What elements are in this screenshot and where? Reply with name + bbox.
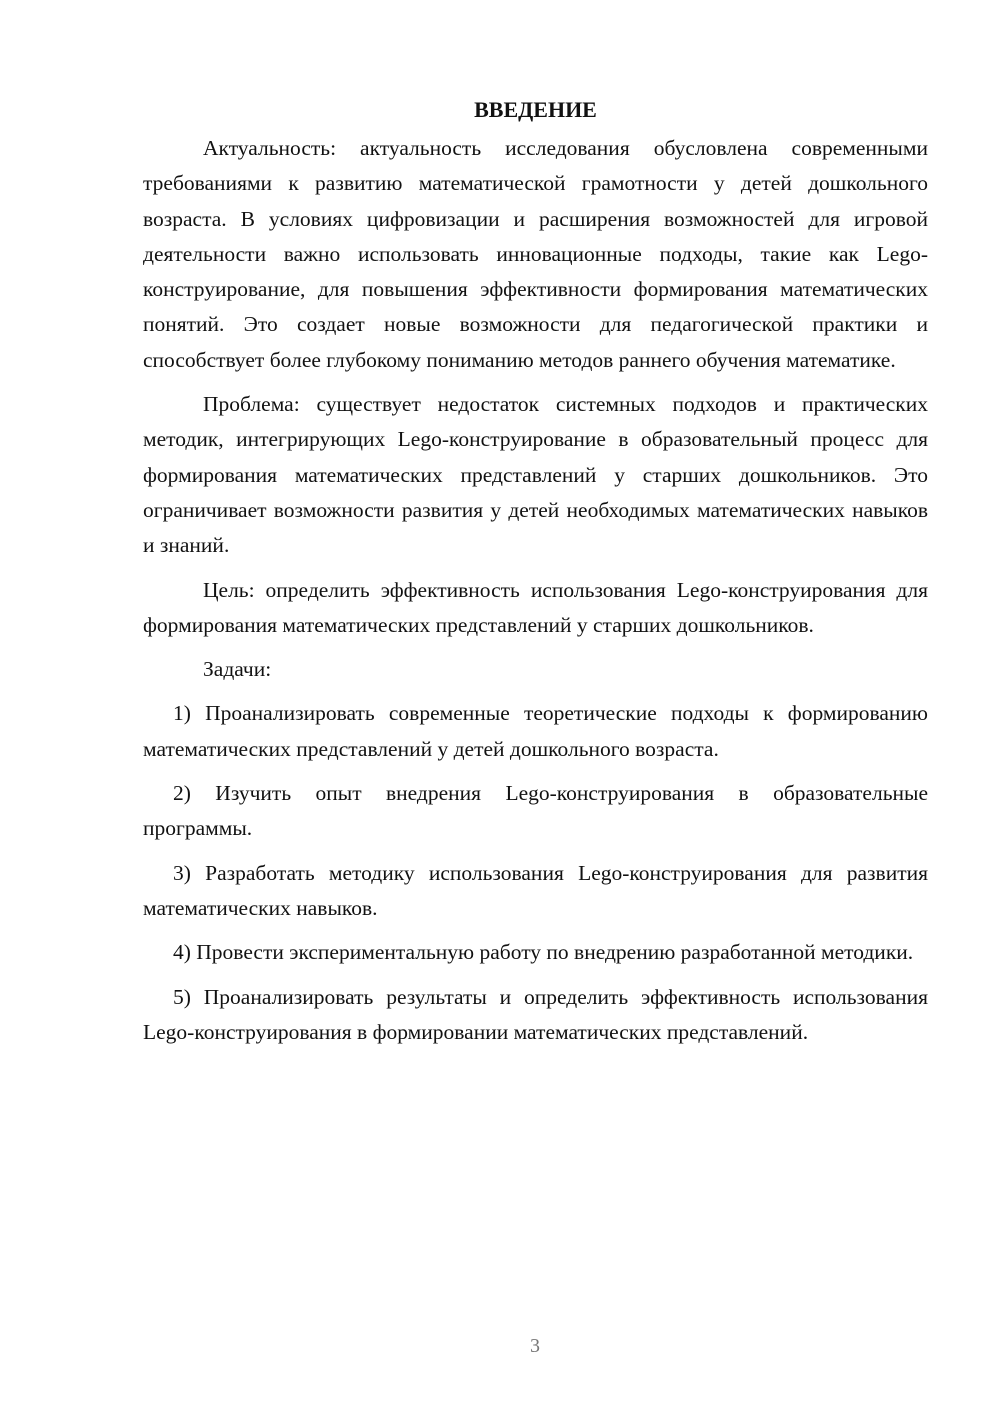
task-item-5: 5) Проанализировать результаты и определить эффективность использования Lego-конструирования в формировании математических представлений. bbox=[143, 984, 928, 1044]
task-item-2: 2) Изучить опыт внедрения Lego-конструирования в образовательные программы. bbox=[143, 781, 928, 841]
task-item-3: 3) Разработать методику использования Lego-конструирования для развития математических навыков. bbox=[143, 860, 928, 920]
paragraph-tasks-heading: Задачи: bbox=[203, 657, 272, 682]
paragraph-problem: Проблема: существует недостаток системных подходов и практических методик, интегрирующих Lego-конструирование в образовательный процесс для формирования математических представлений у старших дошкольников. Это ограничивает возможности развития у детей необходимых математических навыков и знаний. bbox=[143, 392, 928, 558]
task-item-4: 4) Провести экспериментальную работу по внедрению разработанной методики. bbox=[173, 940, 914, 965]
paragraph-relevance: Актуальность: актуальность исследования обусловлена современными требованиями к развитию математической грамотности у детей дошкольного возраста. В условиях цифровизации и расширения возможностей для игровой деятельности важно использовать инновационные подходы, такие как Lego-конструирование, для повышения эффективности формирования математических понятий. Это создает новые возможности для педагогической практики и способствует более глубокому пониманию методов раннего обучения математике. bbox=[143, 136, 928, 372]
page-body bbox=[143, 92, 928, 1050]
task-list bbox=[143, 696, 928, 1050]
task-item-1: 1) Проанализировать современные теоретические подходы к формированию математических представлений у детей дошкольного возраста. bbox=[143, 701, 928, 761]
section-title: ВВЕДЕНИЕ bbox=[474, 97, 597, 122]
page-number: 3 bbox=[530, 1335, 540, 1357]
paragraph-goal: Цель: определить эффективность использования Lego-конструирования для формирования математических представлений у старших дошкольников. bbox=[143, 577, 928, 637]
